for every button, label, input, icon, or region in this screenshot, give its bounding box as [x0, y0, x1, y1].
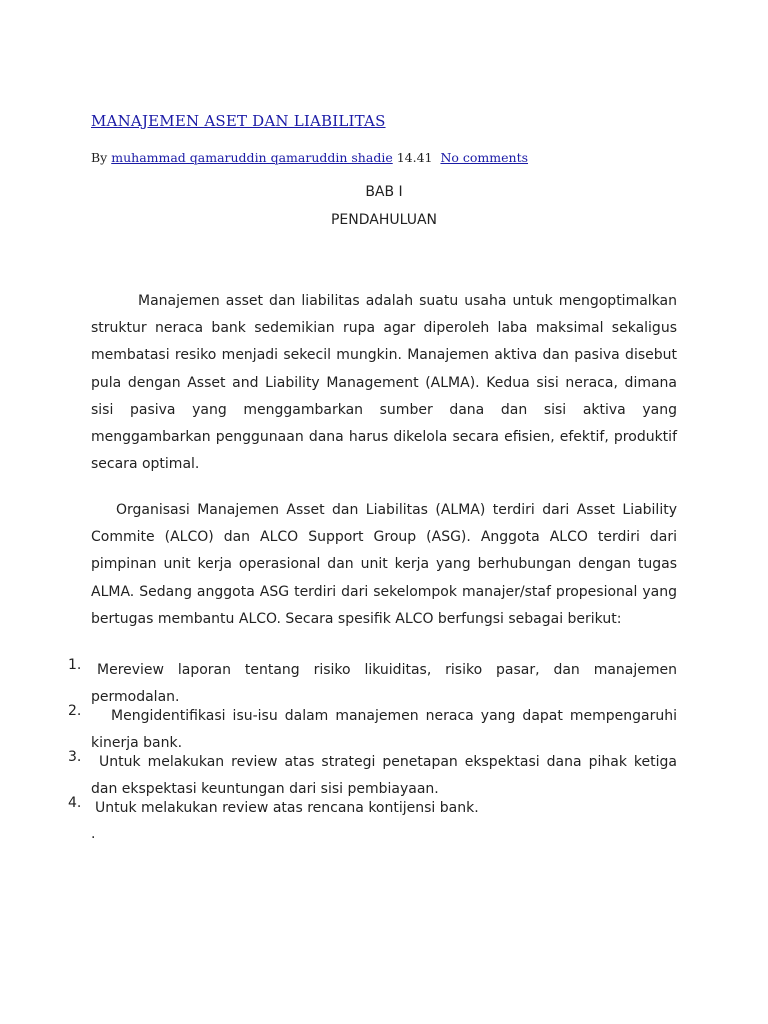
list-item-number: 2.	[68, 703, 82, 719]
list-item	[0, 795, 768, 822]
alco-function-list	[0, 657, 768, 822]
post-time: 14.41	[396, 150, 433, 165]
list-item-text: Untuk melakukan review atas strategi penetapan ekspektasi dana pihak ketiga dan ekspektasi keuntungan dari sisi pembiayaan.	[91, 754, 677, 797]
list-item-number: 4.	[68, 795, 82, 811]
comments-link[interactable]: No comments	[440, 150, 529, 165]
by-label: By	[91, 150, 108, 165]
section-heading: PENDAHULUAN	[330, 212, 438, 228]
list-item-number: 3.	[68, 749, 82, 765]
list-item-text: Mereview laporan tentang risiko likuiditas, risiko pasar, dan manajemen permodalan.	[91, 662, 677, 705]
trailing-dot: .	[91, 826, 96, 842]
post-title-link[interactable]: MANAJEMEN ASET DAN LIABILITAS	[91, 112, 386, 130]
paragraph-intro: Manajemen asset dan liabilitas adalah suatu usaha untuk mengoptimalkan struktur neraca bank sedemikian rupa agar diperoleh laba maksimal sekaligus membatasi resiko menjadi sekecil mungkin. Manajemen aktiva dan pasiva disebut pula dengan Asset and Liability Management (ALMA). Kedua sisi neraca, dimana sisi pasiva yang menggambarkan sumber dana dan sisi aktiva yang menggambarkan penggunaan dana harus dikelola secara efisien, efektif, produktif secara optimal.	[91, 293, 677, 473]
list-item-text: Mengidentifikasi isu-isu dalam manajemen neraca yang dapat mempengaruhi kinerja bank.	[91, 708, 677, 751]
byline	[91, 150, 528, 165]
chapter-heading: BAB I	[365, 184, 403, 200]
author-link[interactable]: muhammad qamaruddin qamaruddin shadie	[111, 150, 393, 165]
paragraph-organisasi: Organisasi Manajemen Asset dan Liabilitas (ALMA) terdiri dari Asset Liability Commite (ALCO) dan ALCO Support Group (ASG). Anggota ALCO terdiri dari pimpinan unit kerja operasional dan unit kerja yang berhubungan dengan tugas ALMA. Sedang anggota ASG terdiri dari sekelompok manajer/staf propesional yang bertugas membantu ALCO. Secara spesifik ALCO berfungsi sebagai berikut:	[91, 502, 677, 627]
list-item-text: Untuk melakukan review atas rencana kontijensi bank.	[95, 800, 479, 816]
list-item-number: 1.	[68, 657, 82, 673]
